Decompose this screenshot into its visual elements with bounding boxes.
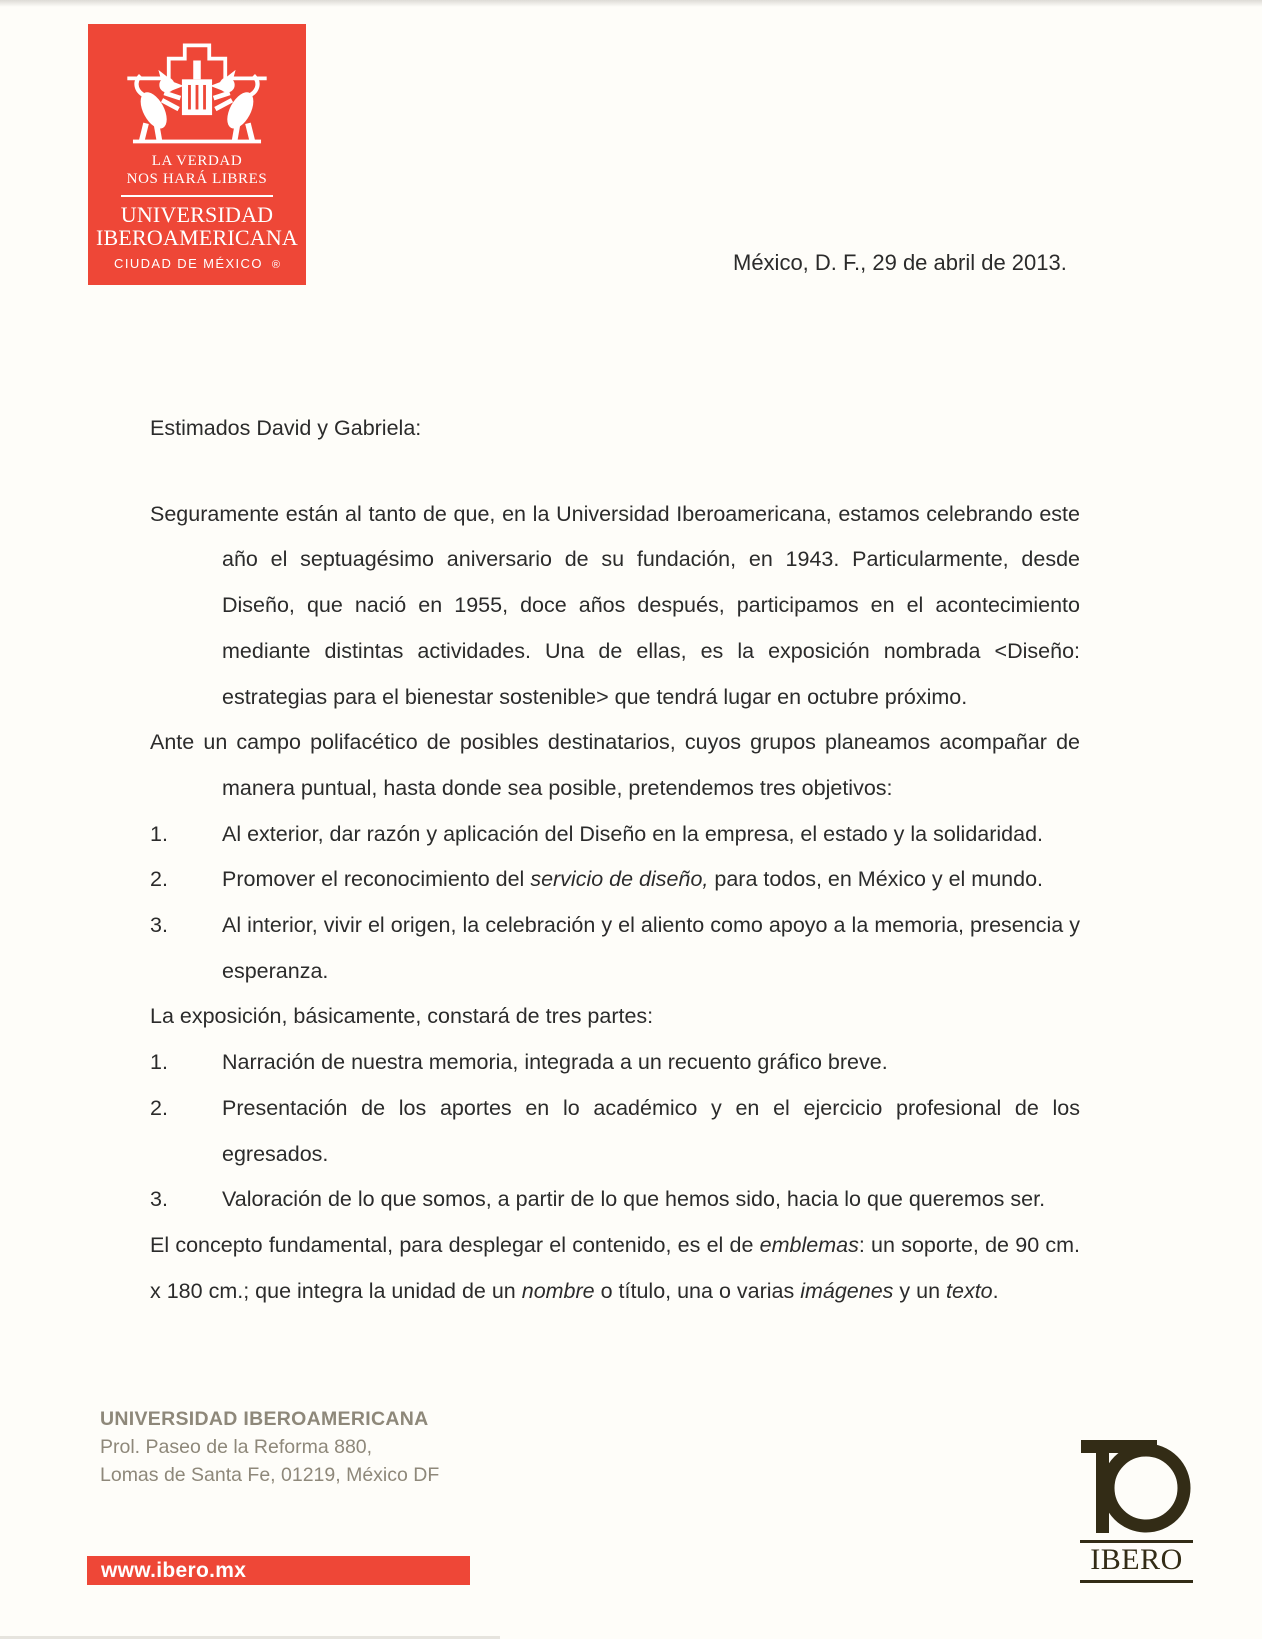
objective-item-1 (150, 812, 1080, 858)
university-crest-icon (112, 36, 282, 149)
item-number: 2. (150, 867, 168, 892)
dateline: México, D. F., 29 de abril de 2013. (733, 250, 1067, 275)
item-text: Al interior, vivir el origen, la celebración y el aliento como apoyo a la memoria, presencia y esperanza. (222, 913, 1080, 983)
item-number: 3. (150, 1187, 168, 1212)
paragraph-objectives-lead: Ante un campo polifacético de posibles destinatarios, cuyos grupos planeamos acompañar de manera puntual, hasta donde sea posible, pretendemos tres objetivos: (150, 730, 1080, 800)
paragraph-closing: El concepto fundamental, para desplegar el contenido, es el de emblemas: un soporte, de 90 cm. x 180 cm.; que integra la unidad de un nombre o título, una o varias imágenes y un texto. (150, 1232, 1081, 1303)
objective-item-3 (150, 903, 1080, 994)
part-item-2 (150, 1086, 1080, 1177)
registered-trademark-symbol: ® (271, 259, 280, 271)
item-text: Valoración de lo que somos, a partir de lo que hemos sido, hacia lo que queremos ser. (222, 1187, 1046, 1212)
footer-address-block (100, 1405, 439, 1489)
item-number: 1. (150, 821, 168, 846)
seventy-anniversary-mark-icon (1078, 1436, 1192, 1536)
item-text: Promover el reconocimiento del servicio de diseño, para todos, en México y el mundo. (222, 867, 1044, 892)
motto (88, 152, 306, 188)
item-number: 2. (150, 1095, 168, 1120)
item-number: 1. (150, 1050, 168, 1075)
letterhead-divider (121, 195, 273, 197)
scan-artifact-top (0, 0, 1262, 7)
item-number: 3. (150, 913, 168, 938)
item-text: Al exterior, dar razón y aplicación del Diseño en la empresa, el estado y la solidaridad. (222, 821, 1044, 846)
paragraph-intro: Seguramente están al tanto de que, en la Universidad Iberoamericana, estamos celebrando este año el septuagésimo aniversario de su fundación, en 1943. Particularmente, desde Diseño, que nació en 1955, doce años después, participamos en el acontecimiento mediante distintas actividades. Una de ellas, es la exposición nombrada <Diseño: estrategias para el bienestar sostenible> que tendrá lugar en octubre próximo. (150, 501, 1080, 709)
university-name-line-2: IBEROAMERICANA (95, 225, 299, 250)
university-name-line-1: UNIVERSIDAD (120, 202, 274, 227)
letter-body (150, 406, 1080, 1314)
university-name (88, 203, 306, 249)
city-line (88, 256, 306, 271)
city-label: CIUDAD DE MÉXICO (114, 256, 263, 271)
website-bar (87, 1556, 470, 1585)
ibero-rule-bottom (1080, 1580, 1193, 1583)
motto-line-2: NOS HARÁ LIBRES (126, 171, 268, 187)
objective-item-2 (150, 857, 1080, 903)
salutation: Estimados David y Gabriela: (150, 416, 422, 440)
footer-org-name: UNIVERSIDAD IBEROAMERICANA (100, 1408, 429, 1430)
motto-line-1: LA VERDAD (151, 153, 243, 169)
footer-address-line-1: Prol. Paseo de la Reforma 880, (100, 1436, 373, 1458)
item-text: Narración de nuestra memoria, integrada a un recuento gráfico breve. (222, 1050, 888, 1075)
part-item-3 (150, 1177, 1080, 1223)
website-url: www.ibero.mx (101, 1559, 247, 1582)
paragraph-parts-lead: La exposición, básicamente, constará de tres partes: (150, 1004, 654, 1029)
university-letterhead (88, 24, 306, 285)
part-item-1 (150, 1040, 1080, 1086)
footer-address-line-2: Lomas de Santa Fe, 01219, México DF (100, 1464, 440, 1486)
item-text: Presentación de los aportes en lo académico y en el ejercicio profesional de los egresados. (222, 1095, 1080, 1166)
ibero-wordmark: IBERO (1090, 1543, 1183, 1576)
